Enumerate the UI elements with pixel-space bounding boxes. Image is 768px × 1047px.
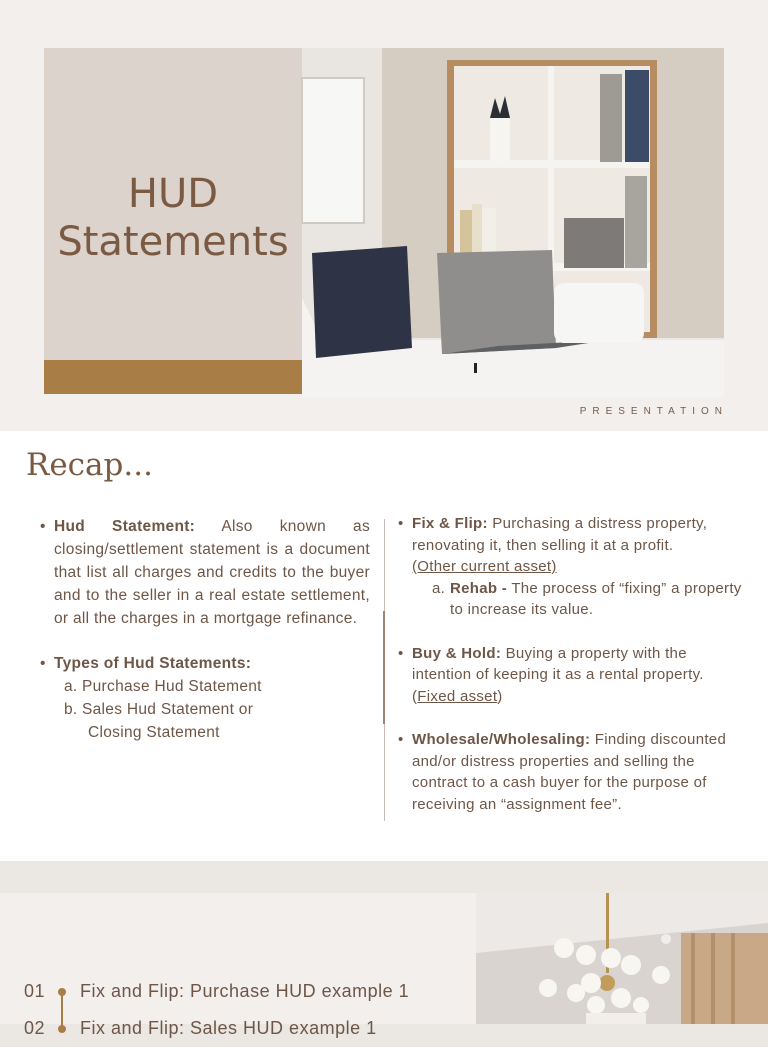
list-marker: b.: [64, 701, 78, 718]
agenda-number: 02: [24, 1018, 46, 1038]
agenda-label: Fix and Flip: Purchase HUD example 1: [80, 981, 410, 1001]
title-line-2: Statements: [57, 219, 289, 265]
other-current-asset-link[interactable]: (Other current asset): [412, 558, 557, 575]
wholesale-definition: [398, 729, 743, 815]
hud-definition-term: Hud Statement:: [54, 518, 196, 535]
list-item-continuation: Closing Statement: [88, 724, 220, 741]
hud-definition: [40, 515, 370, 630]
recap-heading: Recap...: [26, 447, 153, 483]
chandelier-photo: [476, 893, 768, 1024]
buy-hold-text: Buying a property with the intention of keeping it as a rental property. (: [412, 644, 704, 705]
list-item-text: Purchase Hud Statement: [82, 678, 262, 695]
list-marker: a.: [64, 678, 78, 695]
timeline-dot: [58, 1025, 66, 1033]
hud-types: [40, 652, 370, 744]
timeline-dot: [58, 988, 66, 996]
buy-hold-close: ): [497, 687, 503, 705]
fix-flip-definition: [398, 513, 743, 621]
accent-bar: [44, 360, 302, 394]
left-column: [40, 515, 370, 744]
fix-flip-term: Fix & Flip:: [412, 515, 488, 532]
title-line-1: HUD: [127, 171, 219, 217]
list-item: [64, 675, 370, 698]
fixed-asset-link[interactable]: Fixed asset: [417, 687, 498, 705]
recap-slide: [0, 431, 768, 861]
hud-definition-text: Also known as closing/settlement statement is a document that list all charges and credits to the buyer and to the seller in a real estate settlement, or all the charges in a mortgage refinance.: [54, 518, 370, 627]
list-item: [64, 698, 370, 721]
agenda-slide: [0, 893, 768, 1038]
fix-flip-text: Purchasing a distress property, renovating it, then selling it at a profit.: [412, 515, 708, 554]
agenda-item[interactable]: [24, 973, 409, 1010]
rehab-item: [412, 578, 743, 621]
buy-hold-definition: [398, 643, 743, 708]
rehab-text: The process of “fixing” a property to increase its value.: [450, 579, 742, 618]
buy-hold-term: Buy & Hold:: [412, 644, 502, 662]
right-column: [398, 513, 743, 815]
agenda-list: [24, 973, 409, 1047]
slide-title: [44, 170, 302, 266]
agenda-label: Fix and Flip: Sales HUD example 1: [80, 1018, 377, 1038]
title-slide: [0, 0, 768, 431]
agenda-number: 01: [24, 981, 46, 1001]
wholesale-term: Wholesale/Wholesaling:: [412, 731, 591, 748]
wholesale-text: Finding discounted and/or distress properties and selling the contract to a cash buyer for the purpose of receiving an “assignment fee”.: [412, 731, 727, 813]
presentation-label: PRESENTATION: [579, 406, 728, 417]
column-divider-accent: [383, 611, 385, 724]
chandelier-illustration: [476, 893, 768, 1024]
agenda-item[interactable]: [24, 1010, 409, 1047]
office-photo: [302, 48, 724, 394]
list-item-text: Sales Hud Statement or: [82, 701, 254, 718]
hud-types-label: Types of Hud Statements:: [54, 655, 252, 672]
rehab-term: Rehab -: [450, 579, 508, 597]
list-marker: a.: [432, 579, 446, 597]
hud-types-list: [54, 675, 370, 744]
office-photo-illustration: [302, 48, 724, 394]
